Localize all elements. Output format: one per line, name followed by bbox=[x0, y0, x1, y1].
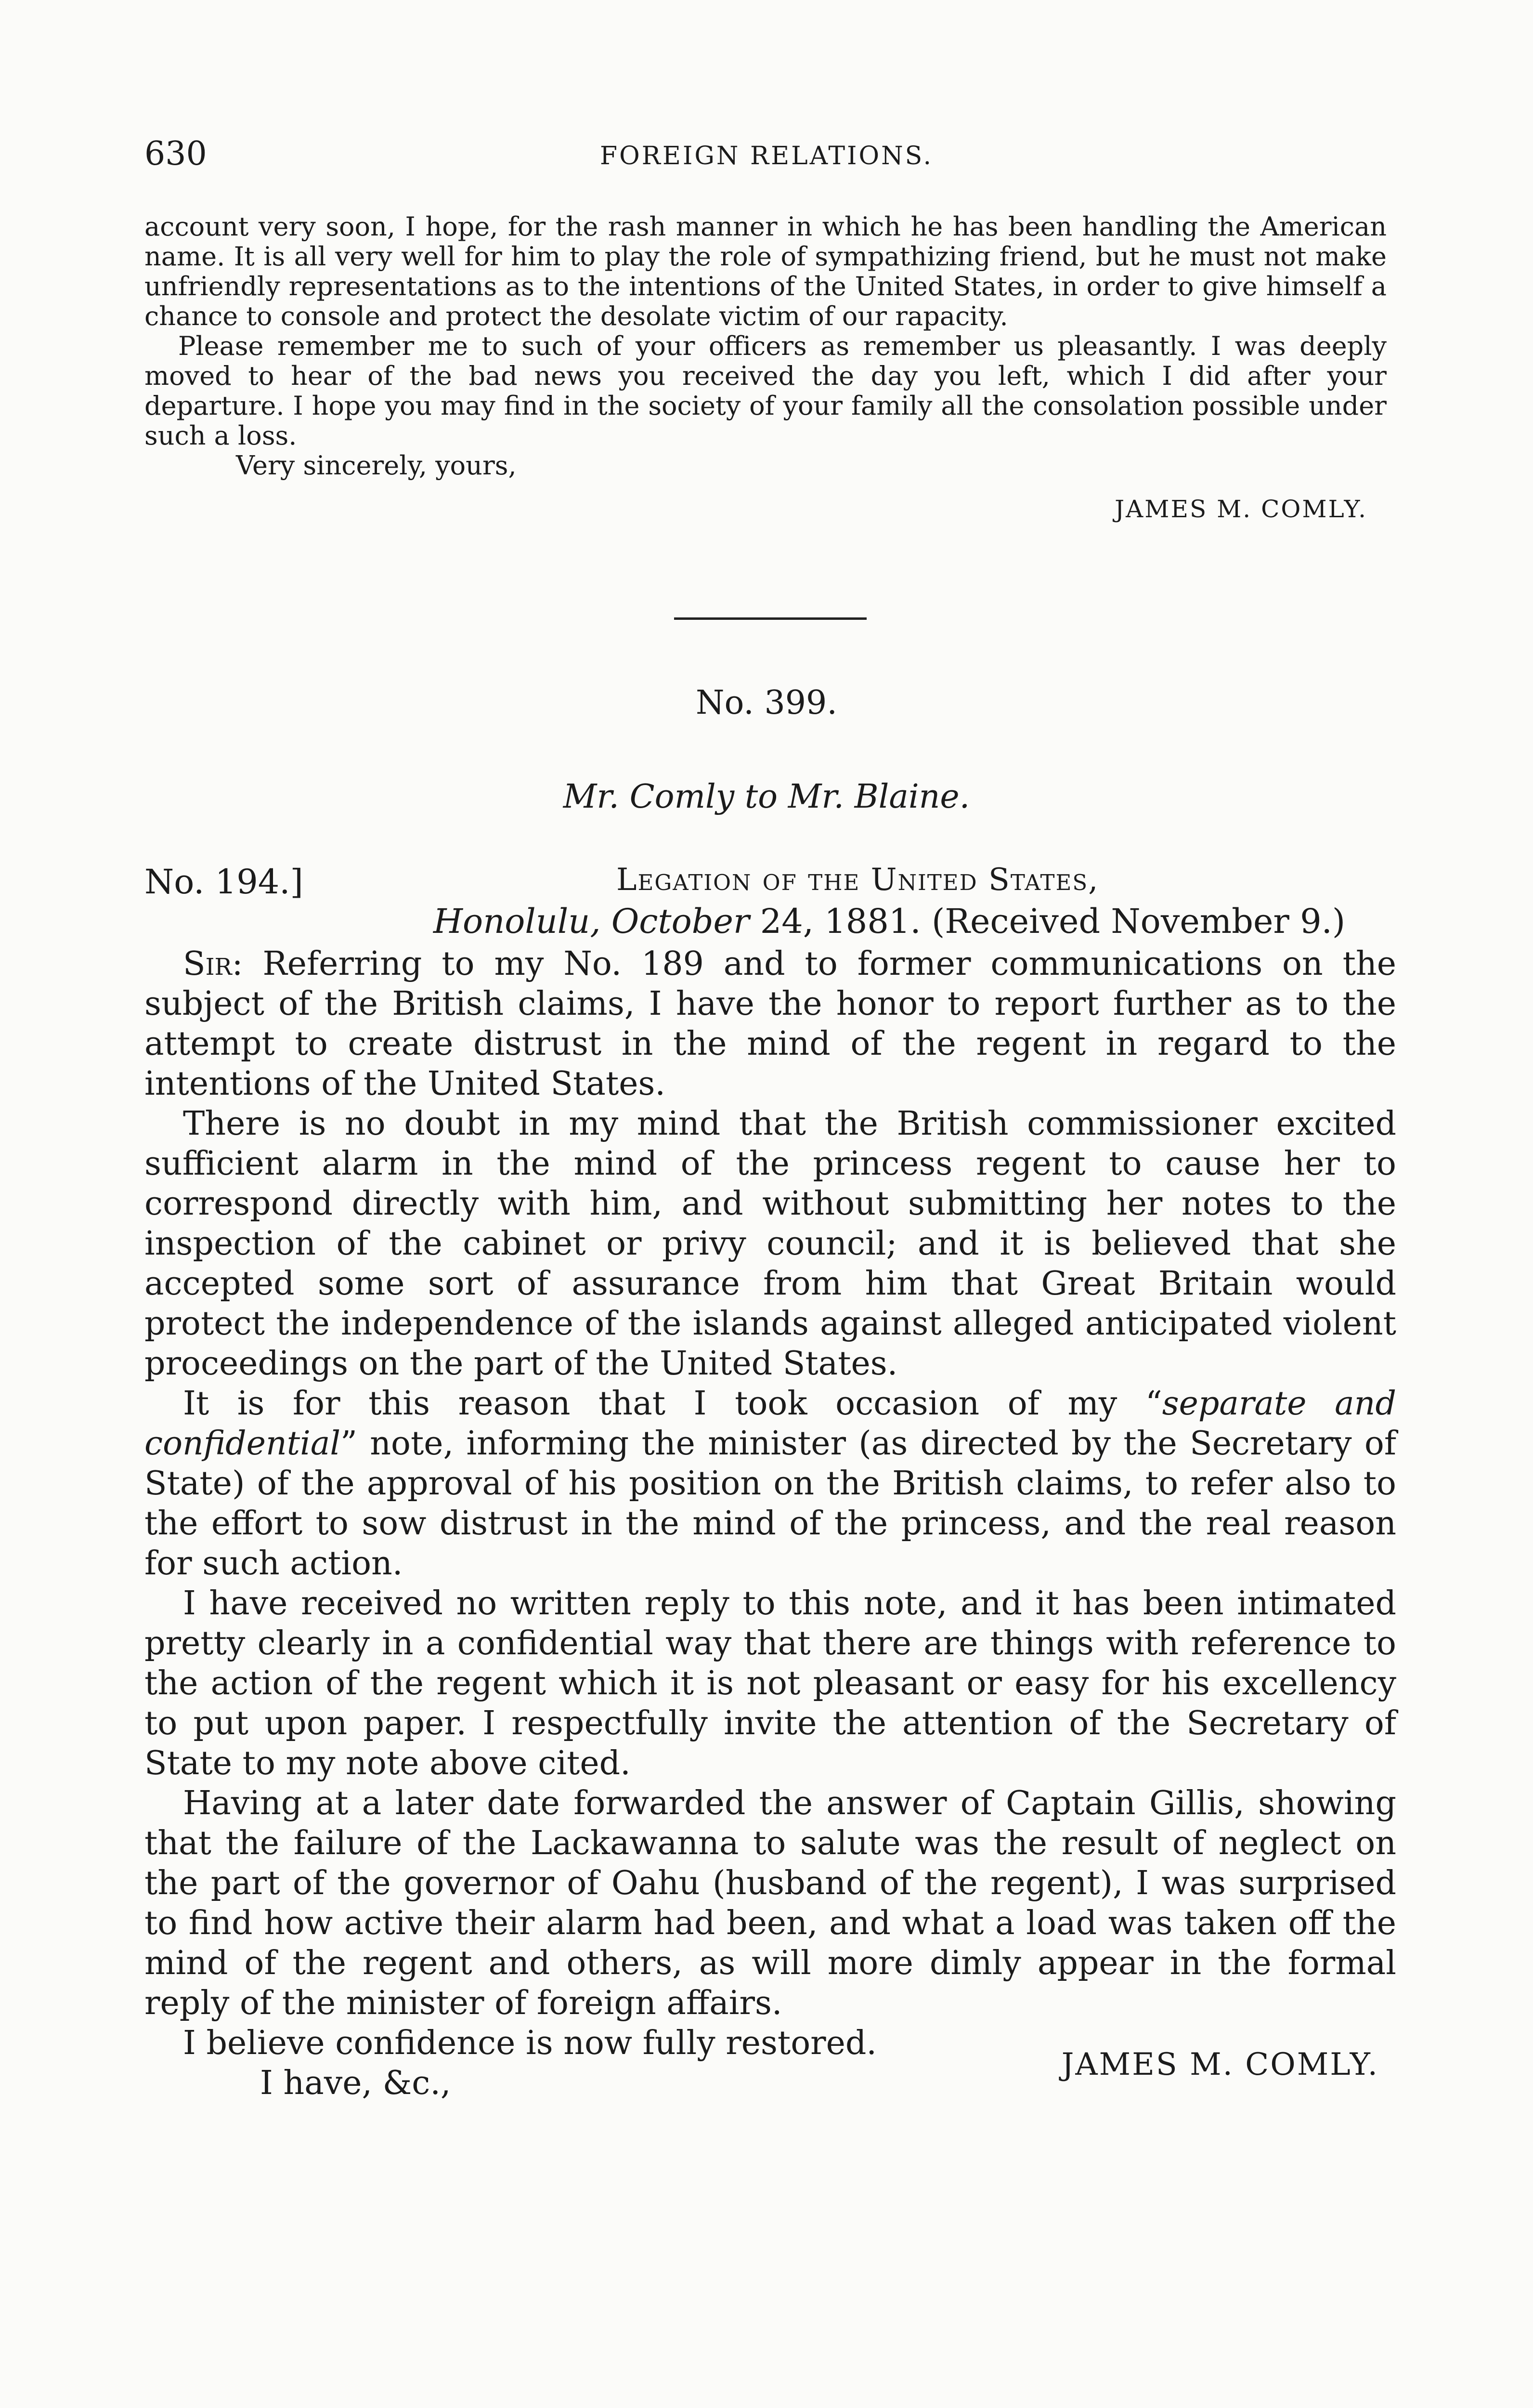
letter-closing: I have, &c., bbox=[260, 2064, 451, 2102]
letter-signature: JAMES M. COMLY. bbox=[1061, 2047, 1379, 2082]
previous-letter bbox=[144, 212, 1387, 524]
page-number: 630 bbox=[144, 135, 207, 173]
previous-letter-signature: JAMES M. COMLY. bbox=[1115, 495, 1367, 523]
date-line bbox=[433, 902, 1345, 941]
salutation: Sir: bbox=[183, 945, 243, 983]
running-title: FOREIGN RELATIONS. bbox=[600, 142, 933, 170]
section-divider bbox=[674, 617, 867, 620]
paragraph-text: Referring to my No. 189 and to former communications on the subject of the British claims, I have the honor to report further as to the attempt to create distrust in the mind of the regent in regard to the intentions of the United States. bbox=[144, 945, 1396, 1103]
paragraph-text: It is for this reason that I took occasion of my “ bbox=[183, 1385, 1162, 1423]
place-date: Honolulu, October bbox=[433, 902, 750, 941]
dispatch-number: No. 194.] bbox=[144, 862, 303, 902]
letter-paragraph: There is no doubt in my mind that the British commissioner excited sufficient alarm in the mind of the princess regent to cause her to correspond directly with him, and without submitting her notes to the inspection of the cabinet or privy council; and it is believed that she accepted some sort of assurance from him that Great Britain would protect the independence of the islands against alleged anticipated violent proceedings on the part of the United States. bbox=[144, 1105, 1396, 1383]
letter-paragraph bbox=[144, 944, 1396, 1104]
letter-paragraph: I have received no written reply to this note, and it has been intimated pretty clearly in a confidential way that there are things with reference to the action of the regent which it is not pleasant or easy for his excellency to put upon paper. I respectfully invite the attention of the Secretary of State to my note above cited. bbox=[144, 1584, 1396, 1782]
previous-letter-closing: Very sincerely, yours, bbox=[236, 450, 517, 481]
document-number: No. 399. bbox=[696, 684, 837, 722]
letter-paragraph: I believe confidence is now fully restored. bbox=[183, 2024, 877, 2062]
previous-letter-paragraph: Please remember me to such of your officers as remember us pleasantly. I was deeply moved to hear of the bad news you received the day you left, which I did after your departure. I hope you may find in the society of your family all the consolation possible under such a loss. bbox=[144, 331, 1387, 451]
letter-body bbox=[144, 944, 1396, 2103]
received-note: (Received November 9.) bbox=[931, 902, 1346, 941]
date-year: 24, 1881. bbox=[760, 902, 921, 941]
previous-letter-paragraph: account very soon, I hope, for the rash manner in which he has been handling the American name. It is all very well for him to play the role of sympathizing friend, but he must not make unfriendly representations as to the intentions of the United States, in order to give himself a chance to console and protect the desolate victim of our rapacity. bbox=[144, 211, 1387, 331]
document-title: Mr. Comly to Mr. Blaine. bbox=[563, 778, 970, 816]
letter-paragraph bbox=[144, 1384, 1396, 1584]
legation-heading: Legation of the United States, bbox=[616, 862, 1099, 898]
page-header bbox=[144, 135, 1389, 178]
letter-paragraph: Having at a later date forwarded the answer of Captain Gillis, showing that the failure of the Lackawanna to salute was the result of neglect on the part of the governor of Oahu (husband of the regent), I was surprised to find how active their alarm had been, and what a load was taken off the mind of the regent and others, as will more dimly appear in the formal reply of the minister of foreign affairs. bbox=[144, 1784, 1396, 2022]
italic-phrase: separate and confidential bbox=[144, 1385, 1397, 1463]
paragraph-text: ” note, informing the minister (as directed by the Secretary of State) of the approval of his position on the British claims, to refer also to the effort to sow distrust in the mind of the princess, and the real reason for such action. bbox=[144, 1425, 1396, 1583]
